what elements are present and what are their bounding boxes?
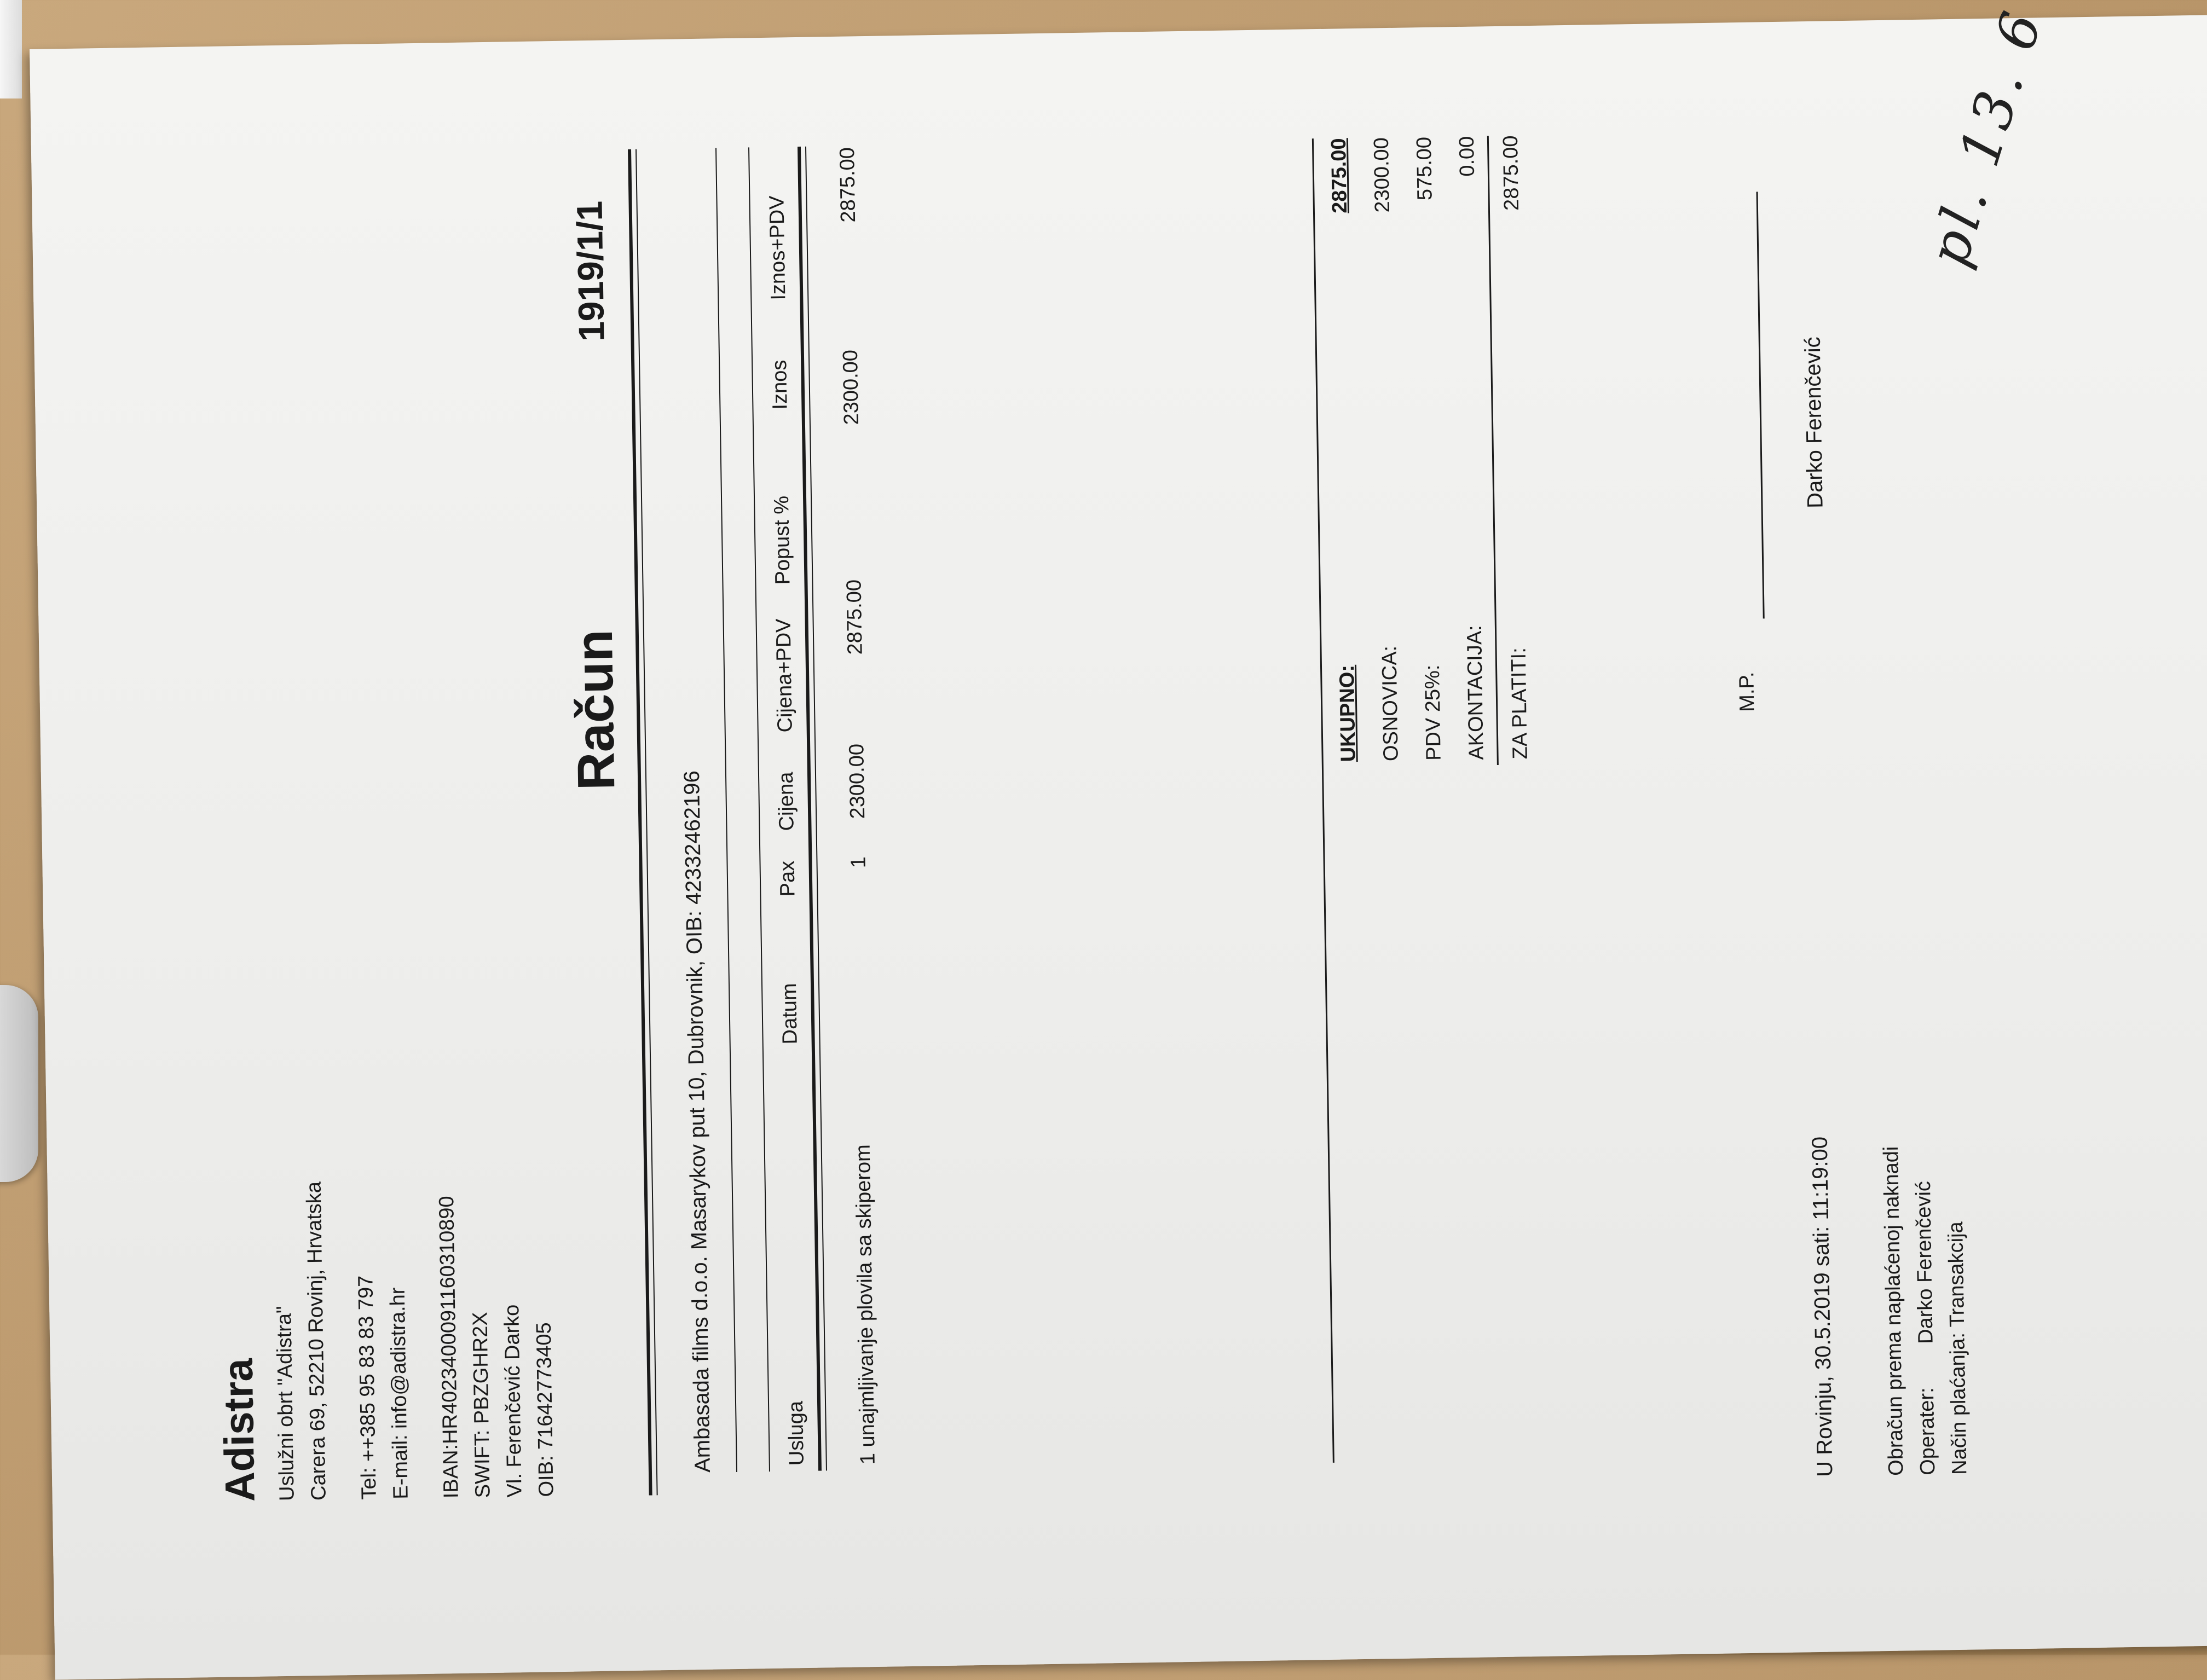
summary-value-pdv: 575.00 [1412,136,1437,201]
place-date: U Rovinju, 30.5.2019 sati: 11:19:00 [1807,1136,1838,1478]
col-header-iznos: Iznos [768,360,792,410]
signature-line [1756,192,1764,618]
operator-name: Darko Ferenčević [1911,1180,1938,1345]
company-swift: SWIFT: PBZGHR2X [469,1312,495,1498]
customer-info: Ambasada films d.o.o. Masarykov put 10, Dubrovnik, OIB: 42332462196 [679,770,715,1473]
table-top-rule [748,147,770,1472]
mp-stamp-label: M.P. [1735,671,1759,712]
col-header-iznos-pdv: Iznos+PDV [765,195,790,300]
summary-value-osnovica: 2300.00 [1370,137,1394,213]
summary-label-pdv: PDV 25%: [1420,664,1446,761]
handwritten-note: pl. 13. 6 [1916,1,2056,274]
paper-stack-edge [0,0,22,99]
company-oib: OIB: 71642773405 [532,1322,558,1497]
col-header-datum: Datum [777,983,802,1045]
summary-label-osnovica: OSNOVICA: [1378,645,1403,762]
invoice-document [195,101,1972,1535]
company-type: Uslužni obrt "Adistra" [273,1306,299,1502]
title-rule-thick [628,149,652,1496]
summary-label-za-platiti: ZA PLATITI: [1507,647,1532,760]
summary-value-akontacija: 0.00 [1455,136,1479,177]
row-amount: 2300.00 [839,349,863,425]
summary-value-za-platiti: 2875.00 [1499,135,1523,211]
company-iban: IBAN:HR4023400091160310890 [435,1196,463,1499]
row-pax: 1 [847,856,870,868]
company-tel: Tel: ++385 95 83 83 797 [354,1275,381,1500]
desk-object [0,985,38,1182]
row-service: 1 unajmljivanje plovila sa skiperom [851,1144,880,1465]
summary-label-ukupno: UKUPNO: [1335,664,1360,762]
billing-note: Obračun prema naplaćenoj naknadi [1879,1146,1908,1476]
col-header-cijena-pdv: Cijena+PDV [772,618,797,733]
signature-name: Darko Ferenčević [1800,337,1828,509]
invoice-number: 1919/1/1 [569,200,612,342]
row-amount-vat: 2875.00 [836,147,860,223]
row-price-vat: 2875.00 [842,579,867,655]
invoice-paper [30,1,2207,1679]
col-header-pax: Pax [776,860,800,897]
summary-value-ukupno: 2875.00 [1327,138,1352,214]
col-header-usluga: Usluga [784,1400,808,1466]
row-price: 2300.00 [845,743,870,819]
customer-rule [715,148,737,1472]
company-name: Adistra [215,1358,264,1502]
operator-label: Operater: [1915,1387,1940,1476]
col-header-popust: Popust % [770,495,795,585]
summary-top-rule [1312,138,1334,1463]
company-address: Carera 69, 52210 Rovinj, Hrvatska [302,1181,331,1501]
invoice-title: Račun [564,629,626,791]
company-email: E-mail: info@adistra.hr [386,1287,413,1499]
payment-method: Način plaćanja: Transakcija [1944,1221,1972,1475]
company-owner: Vl. Ferenčević Darko [500,1304,527,1498]
summary-label-akontacija: AKONTACIJA: [1463,624,1488,760]
table-header-rule-thick [798,147,822,1471]
col-header-cijena: Cijena [774,772,799,831]
